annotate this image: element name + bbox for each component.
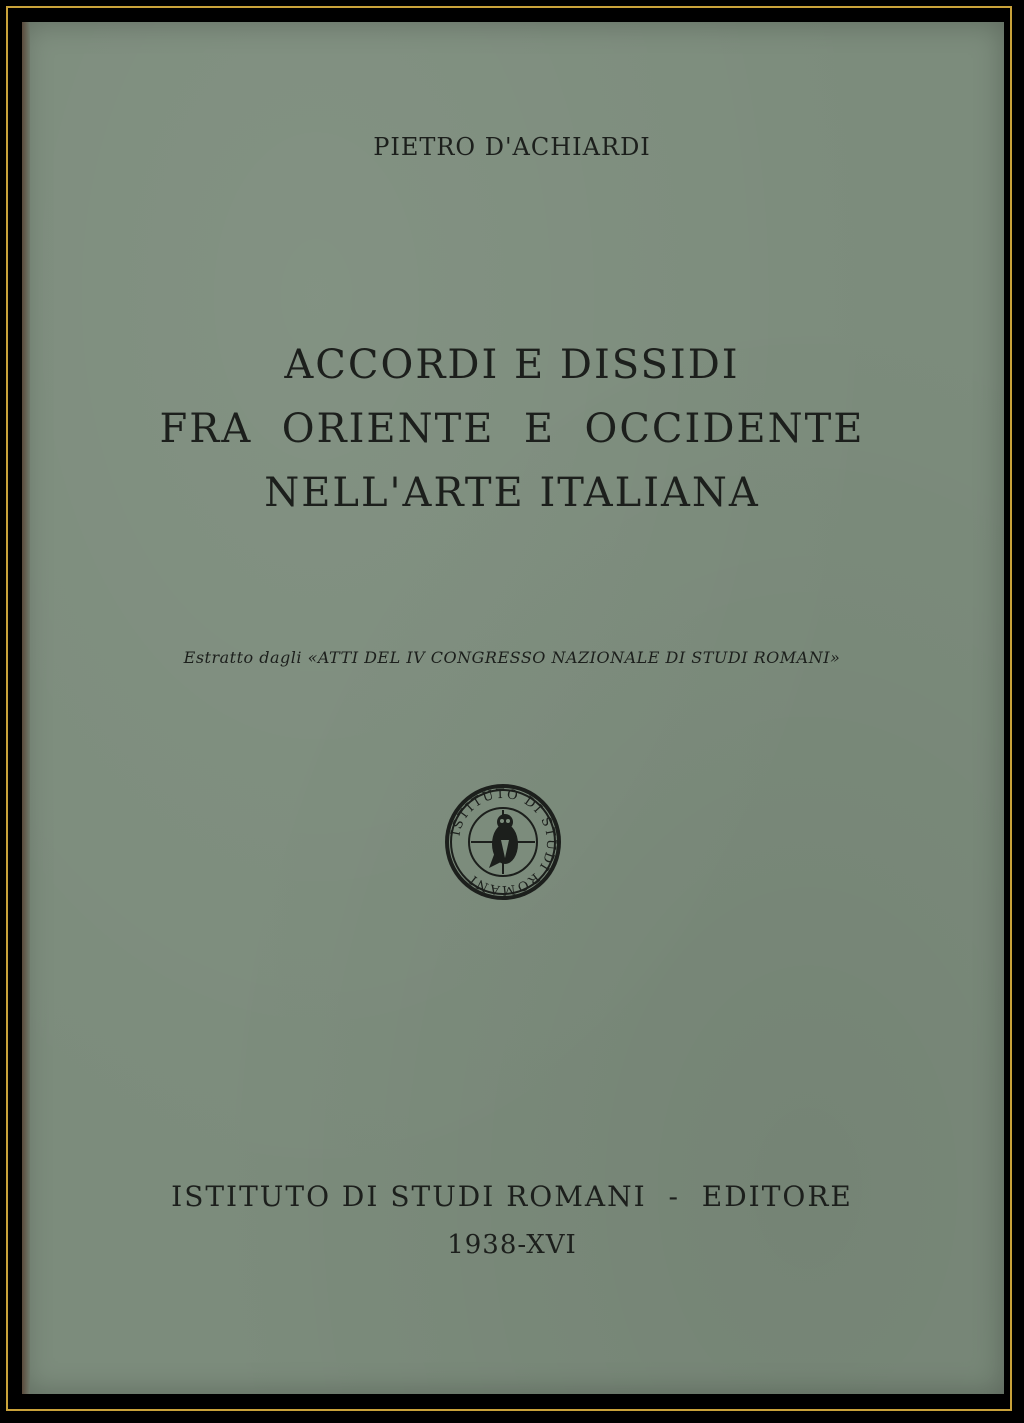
publisher-line: ISTITUTO DI STUDI ROMANI - EDITORE <box>171 1180 853 1213</box>
title-line-2: FRA ORIENTE E OCCIDENTE <box>159 406 865 452</box>
extract-note: Estratto dagli «ATTI DEL IV CONGRESSO NAZIONALE DI STUDI ROMANI» <box>183 648 841 667</box>
author-name: PIETRO D'ACHIARDI <box>373 133 651 161</box>
publication-year: 1938-XVI <box>447 1230 577 1260</box>
title-line-1: ACCORDI E DISSIDI <box>284 342 740 388</box>
seal-text: ISTITUTO DI STUDI ROMANI <box>448 786 559 898</box>
institute-seal-icon <box>443 782 563 902</box>
title-line-3: NELL'ARTE ITALIANA <box>264 470 760 516</box>
